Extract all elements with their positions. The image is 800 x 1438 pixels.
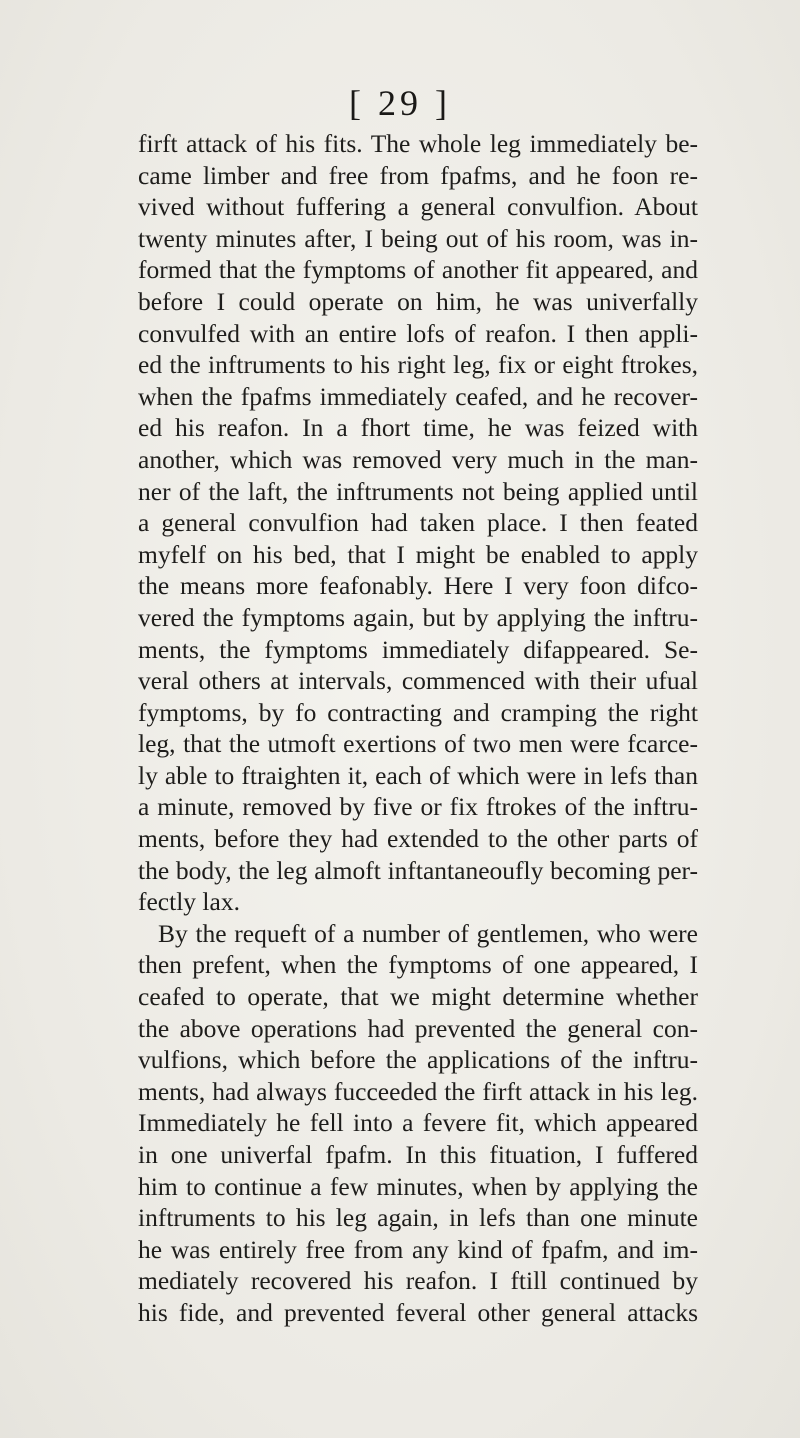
text-line: vered the fymptoms again, but by applying the inftru-	[138, 602, 698, 632]
text-line: another, which was removed very much in the man-	[138, 444, 698, 474]
page-number: [ 29 ]	[349, 83, 451, 123]
text-line: Immediately he fell into a fevere fit, which appeared	[138, 1108, 698, 1138]
text-line: ceafed to operate, that we might determine whether	[138, 982, 698, 1012]
text-line: leg, that the utmoft exertions of two men were fcarce-	[138, 729, 698, 759]
text-line: ments, before they had extended to the other parts of	[138, 824, 698, 854]
paragraph-end-line: fectly lax.	[138, 887, 240, 917]
text-line: he was entirely free from any kind of fpafm, and im-	[138, 1234, 698, 1264]
text-line: came limber and free from fpafms, and he foon re-	[138, 160, 698, 190]
text-line: mediately recovered his reafon. I ftill continued by	[138, 1266, 698, 1296]
text-line: veral others at intervals, commenced with their ufual	[138, 666, 698, 696]
text-line: a minute, removed by five or fix ftrokes of the inftru-	[138, 792, 698, 822]
text-line: inftruments to his leg again, in lefs than one minute	[138, 1203, 698, 1233]
text-line: ner of the laft, the inftruments not being applied until	[138, 476, 698, 506]
text-line: in one univerfal fpafm. In this fituation, I fuffered	[138, 1140, 698, 1169]
text-line: ed the inftruments to his right leg, fix or eight ftrokes,	[138, 350, 698, 380]
text-line: a general convulfion had taken place. I then feated	[138, 508, 698, 538]
text-line: his fide, and prevented feveral other general attacks	[138, 1297, 698, 1327]
text-line: fymptoms, by fo contracting and cramping the right	[138, 697, 698, 727]
text-line: vulfions, which before the applications of the inftru-	[138, 1045, 698, 1075]
text-line: when the fpafms immediately ceafed, and he recover-	[138, 381, 698, 411]
text-line: then prefent, when the fymptoms of one appeared, I	[138, 950, 698, 980]
text-line: ed his reafon. In a fhort time, he was feized with	[138, 413, 698, 443]
text-line: convulfed with an entire lofs of reafon. I then appli-	[138, 318, 698, 348]
text-line: the body, the leg almoft inftantaneoufly becoming per-	[138, 855, 698, 885]
text-line: ments, had always fucceeded the firft attack in his leg.	[138, 1076, 698, 1106]
body-text	[138, 128, 698, 1329]
text-line: ments, the fymptoms immediately difappeared. Se-	[138, 634, 698, 664]
text-line: firft attack of his fits. The whole leg immediately be-	[138, 129, 698, 158]
paragraph-start-line: By the requeft of a number of gentlemen, who were	[158, 918, 698, 948]
text-line: the means more feafonably. Here I very foon difco-	[138, 571, 698, 601]
text-line: the above operations had prevented the general con-	[138, 1013, 698, 1043]
text-line: before I could operate on him, he was univerfally	[138, 286, 698, 316]
text-line: myfelf on his bed, that I might be enabled to apply	[138, 539, 698, 569]
text-line: formed that the fymptoms of another fit appeared, and	[138, 255, 698, 285]
text-line: twenty minutes after, I being out of his room, was in-	[138, 223, 698, 253]
text-line: vived without fuffering a general convulfion. About	[138, 192, 698, 222]
text-line: ly able to ftraighten it, each of which were in lefs than	[138, 760, 698, 790]
text-line: him to continue a few minutes, when by applying the	[138, 1171, 698, 1201]
